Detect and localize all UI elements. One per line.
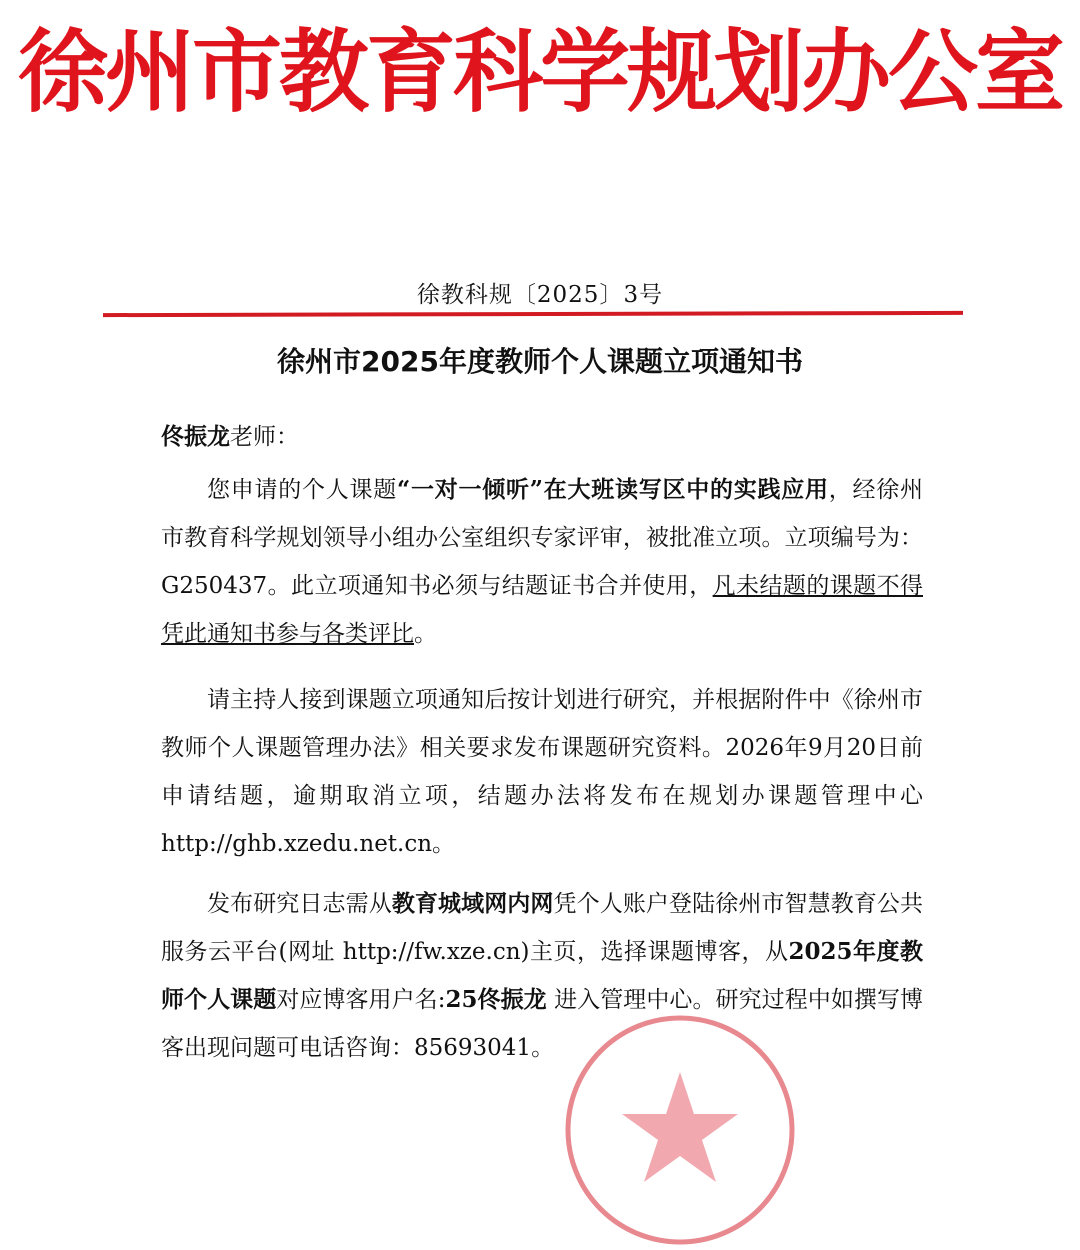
recipient-name: 佟振龙 — [161, 423, 230, 450]
p2-text: 请主持人接到课题立项通知后按计划进行研究，并根据附件中《徐州市教师个人课题管理办法》相关要求发布课题研究资料。2026年9月20日前申请结题，逾期取消立项，结题办法将发布在规划办课题管理中心http://ghb.xzedu.net.cn。 — [161, 687, 923, 857]
paragraph-approval — [161, 466, 923, 658]
p1-end: 。 — [414, 621, 437, 647]
p1-underlined-notice: 凡未结题的课题不得凭此通知书参与各类评比 — [161, 573, 923, 647]
p3-text-3: 对应博客用户名: — [276, 987, 446, 1013]
paragraph-blog — [161, 880, 923, 1072]
p3-text-4: 进入管理中心。研究过程中如撰写博客出现问题可电话咨询：85693041。 — [161, 987, 924, 1061]
document-title: 徐州市2025年度教师个人课题立项通知书 — [277, 345, 803, 378]
document-number: 徐教科规〔2025〕3号 — [416, 282, 664, 308]
p3-bold-username: 25佟振龙 — [445, 986, 547, 1013]
paragraph-instructions — [161, 676, 923, 868]
p1-text-2: ，经徐州市教育科学规划领导小组办公室组织专家评审，被批准立项。立项编号为：G250437。此立项通知书必须与结题证书合并使用， — [161, 477, 924, 599]
salutation-suffix: 老师： — [230, 424, 299, 450]
p3-text-1: 发布研究日志需从 — [207, 891, 392, 917]
red-divider-line — [103, 311, 963, 317]
p3-bold-network: 教育城域网内网 — [391, 890, 554, 917]
project-topic: “一对一倾听”在大班读写区中的实践应用 — [397, 476, 829, 503]
letterhead-title: 徐州市教育科学规划办公室 — [18, 19, 1062, 125]
salutation — [161, 418, 299, 451]
p3-bold-category: 2025年度教师个人课题 — [161, 938, 924, 1013]
p3-text-2: 凭个人账户登陆徐州市智慧教育公共服务云平台(网址 http://fw.xze.cn)主页，选择课题博客，从 — [161, 891, 924, 965]
p1-text-1: 您申请的个人课题 — [207, 477, 398, 503]
official-seal-icon — [560, 1010, 800, 1250]
